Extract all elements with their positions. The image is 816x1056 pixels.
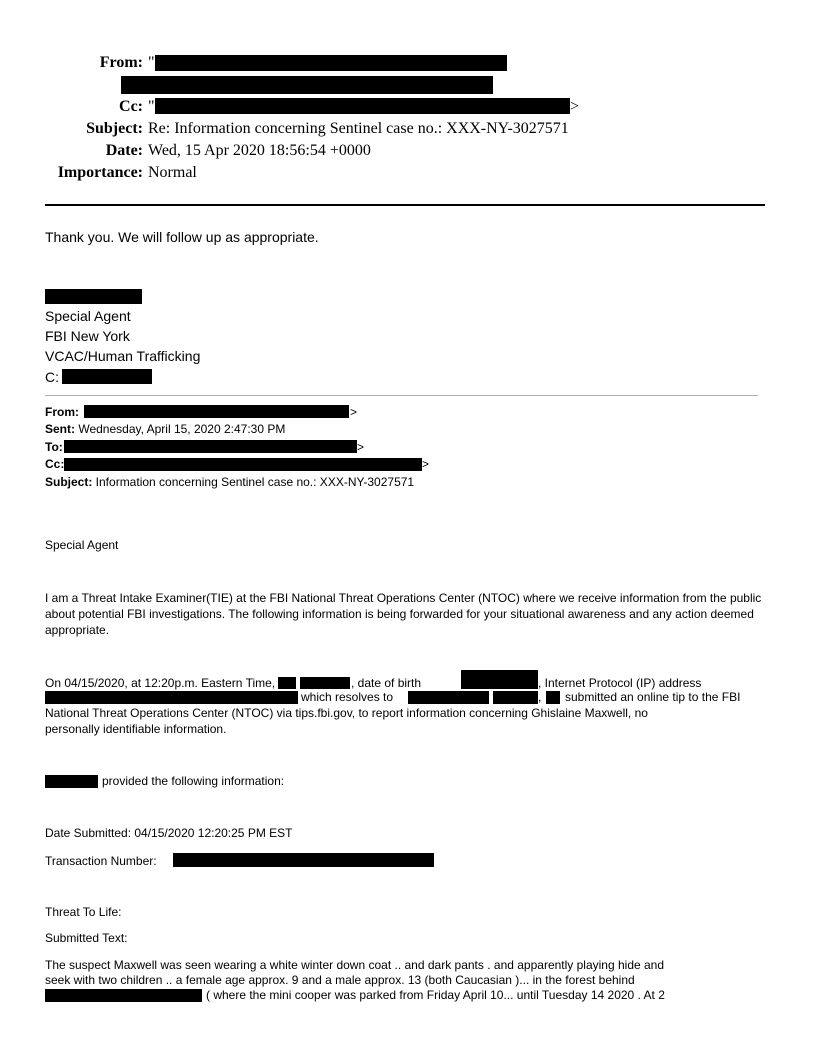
redaction-isp [408,691,489,704]
tip-line-2: seek with two children .. a female age approx. 9 and a male approx. 13 (both Caucasian )... in the forest behind [45,973,635,987]
fwd-cc-label: Cc: [45,457,65,471]
importance-label: Importance: [57,164,143,181]
cc-value: " [148,98,155,115]
cc-label: Cc: [119,98,143,115]
p1-line1-b: , date of birth [351,676,422,690]
tip-line-3: ( where the mini cooper was parked from Friday April 10... until Tuesday 14 2020 . At 2 [206,988,665,1002]
forward-divider [45,395,758,396]
subject-value: Re: Information concerning Sentinel case no.: XXX-NY-3027571 [148,120,569,137]
p1-line2-e: , [538,690,542,704]
redaction-first-name [278,677,296,689]
redaction-dob [461,670,538,689]
submitted-text-label: Submitted Text: [45,931,128,945]
date-label: Date: [105,142,143,159]
intro-paragraph: I am a Threat Intake Examiner(TIE) at the FBI National Threat Operations Center (NTOC) where we receive information from the public about potential FBI investigations. The following information is being forwarded for your situational awareness and any action deemed appropriate. [45,591,762,637]
redaction-last-name [300,677,350,689]
redaction-fwd-to [64,440,357,453]
redaction-address [45,989,202,1002]
date-submitted: Date Submitted: 04/15/2020 12:20:25 PM EST [45,826,293,840]
signature-office: FBI New York [45,328,130,344]
p1-line4: personally identifiable information. [45,722,227,736]
redaction-transaction-number [173,853,434,867]
from-value: " [148,54,155,71]
fwd-cc-suffix: > [422,457,430,471]
redaction-cell [62,369,152,384]
fwd-sent-value: Wednesday, April 15, 2020 2:47:30 PM [75,422,286,436]
redaction-fwd-from [84,405,349,418]
redaction-from-line2 [121,76,493,94]
signature-unit: VCAC/Human Trafficking [45,348,201,364]
importance-value: Normal [148,164,197,181]
reply-body: Thank you. We will follow up as appropriate. [45,229,319,245]
p1-line2-d: which resolves to [301,690,394,704]
header-divider [45,204,765,206]
salutation: Special Agent [45,538,119,552]
from-label: From: [99,54,143,71]
signature-title: Special Agent [45,308,131,324]
signature-cell-label: C: [45,369,59,385]
p1-line1-a: On 04/15/2020, at 12:20p.m. Eastern Time, [45,676,276,690]
date-value: Wed, 15 Apr 2020 18:56:54 +0000 [148,142,371,159]
redaction-from [155,55,507,71]
redaction-cc [155,98,570,114]
subject-label: Subject: [86,120,143,137]
redaction-fwd-cc [64,458,422,471]
tip-line-1: The suspect Maxwell was seen wearing a white winter down coat .. and dark pants . and apparently playing hide and [45,958,665,972]
redaction-agent-name [45,289,142,304]
fwd-from-suffix: > [350,405,358,419]
fwd-sent-label: Sent: [45,422,75,436]
fwd-from-label: From: [45,405,79,419]
threat-to-life: Threat To Life: [45,905,122,919]
fwd-subject [45,474,414,490]
fwd-to-label: To: [45,440,63,454]
redaction-provider-name [45,775,98,788]
p1-line3: National Threat Operations Center (NTOC) via tips.fbi.gov, to report information concerning Ghislaine Maxwell, no [45,706,648,720]
fwd-subject-value: Information concerning Sentinel case no.: XXX-NY-3027571 [92,475,415,489]
transaction-label: Transaction Number: [45,854,157,868]
cc-suffix: > [570,98,580,115]
p1-line2-f: submitted an online tip to the FBI [565,690,741,704]
redaction-location [493,691,538,704]
provided-text: provided the following information: [102,774,285,788]
redaction-tipster-name [546,691,560,704]
fwd-sent [45,421,285,437]
fwd-subject-label: Subject: [45,475,93,489]
fwd-to-suffix: > [357,440,365,454]
p1-line1-c: , Internet Protocol (IP) address [538,676,702,690]
redaction-ip [45,691,298,704]
